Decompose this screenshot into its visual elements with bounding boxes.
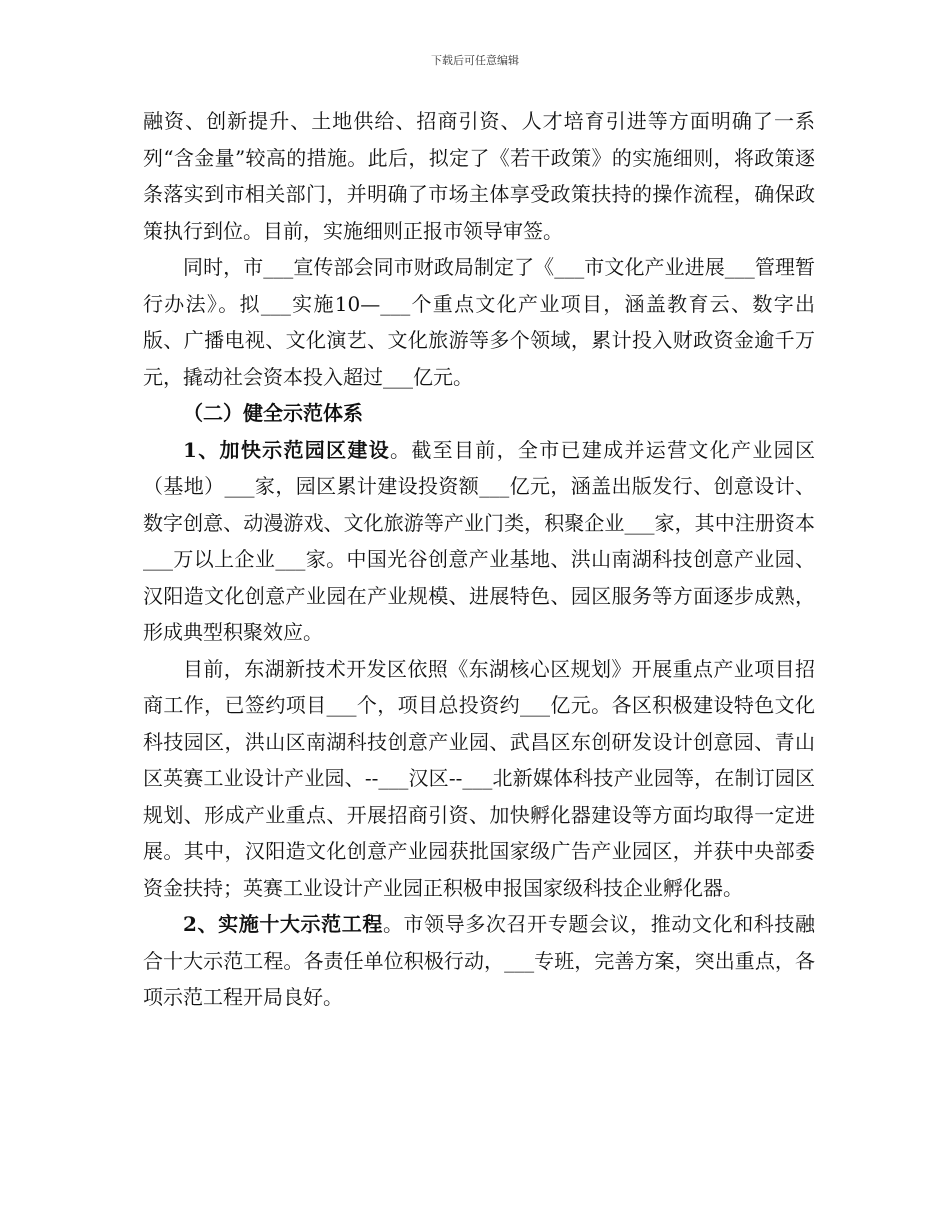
subheading-ten-projects: 2、实施十大示范工程 [183, 912, 383, 936]
paragraph-demonstration-parks [143, 432, 815, 651]
paragraph-financing-measures: 融资、创新提升、土地供给、招商引资、人才培育引进等方面明确了一系列“含金量”较高的措施。此后，拟定了《若干政策》的实施细则，将政策逐条落实到市相关部门，并明确了市场主体享受政策扶持的操作流程，确保政策执行到位。目前，实施细则正报市领导审签。 [143, 109, 815, 243]
page-header: 下载后可任意编辑 [431, 54, 519, 67]
paragraph-management-measures: 同时，市___宣传部会同市财政局制定了《___市文化产业进展___管理暂行办法》。拟___实施10—___个重点文化产业项目，涵盖教育云、数字出版、广播电视、文化演艺、文化旅游等多个领域，累计投入财政资金逾千万元，撬动社会资本投入超过___亿元。 [143, 255, 815, 389]
paragraph-ten-projects [143, 906, 815, 1016]
subheading-demonstration-parks: 1、加快示范园区建设 [183, 437, 391, 462]
section-heading-demonstration-system: （二）健全示范体系 [183, 401, 363, 425]
paragraph-east-lake-projects: 目前，东湖新技术开发区依照《东湖核心区规划》开展重点产业项目招商工作，已签约项目___个，项目总投资约___亿元。各区积极建设特色文化科技园区，洪山区南湖科技创意产业园、武昌区东创研发设计创意园、青山区英赛工业设计产业园、--___汉区--___北新媒体科技产业园等，在制订园区规划、形成产业重点、开展招商引资、加快孵化器建设等方面均取得一定进展。其中，汉阳造文化创意产业园获批国家级广告产业园区，并获中央部委资金扶持；英赛工业设计产业园正积极申报国家级科技企业孵化器。 [143, 656, 815, 900]
paragraph-demonstration-parks-text: 。截至目前，全市已建成并运营文化产业园区（基地）___家，园区累计建设投资额___亿元，涵盖出版发行、创意设计、数字创意、动漫游戏、文化旅游等产业门类，积聚企业___家，其中注册资本___万以上企业___家。中国光谷创意产业基地、洪山南湖科技创意产业园、汉阳造文化创意产业园在产业规模、进展特色、园区服务等方面逐步成熟，形成典型积聚效应。 [143, 437, 815, 644]
document-body [143, 103, 815, 1016]
paragraph-ten-projects-text: 。市领导多次召开专题会议，推动文化和科技融合十大示范工程。各责任单位积极行动，___专班，完善方案，突出重点，各项示范工程开局良好。 [143, 912, 816, 1009]
